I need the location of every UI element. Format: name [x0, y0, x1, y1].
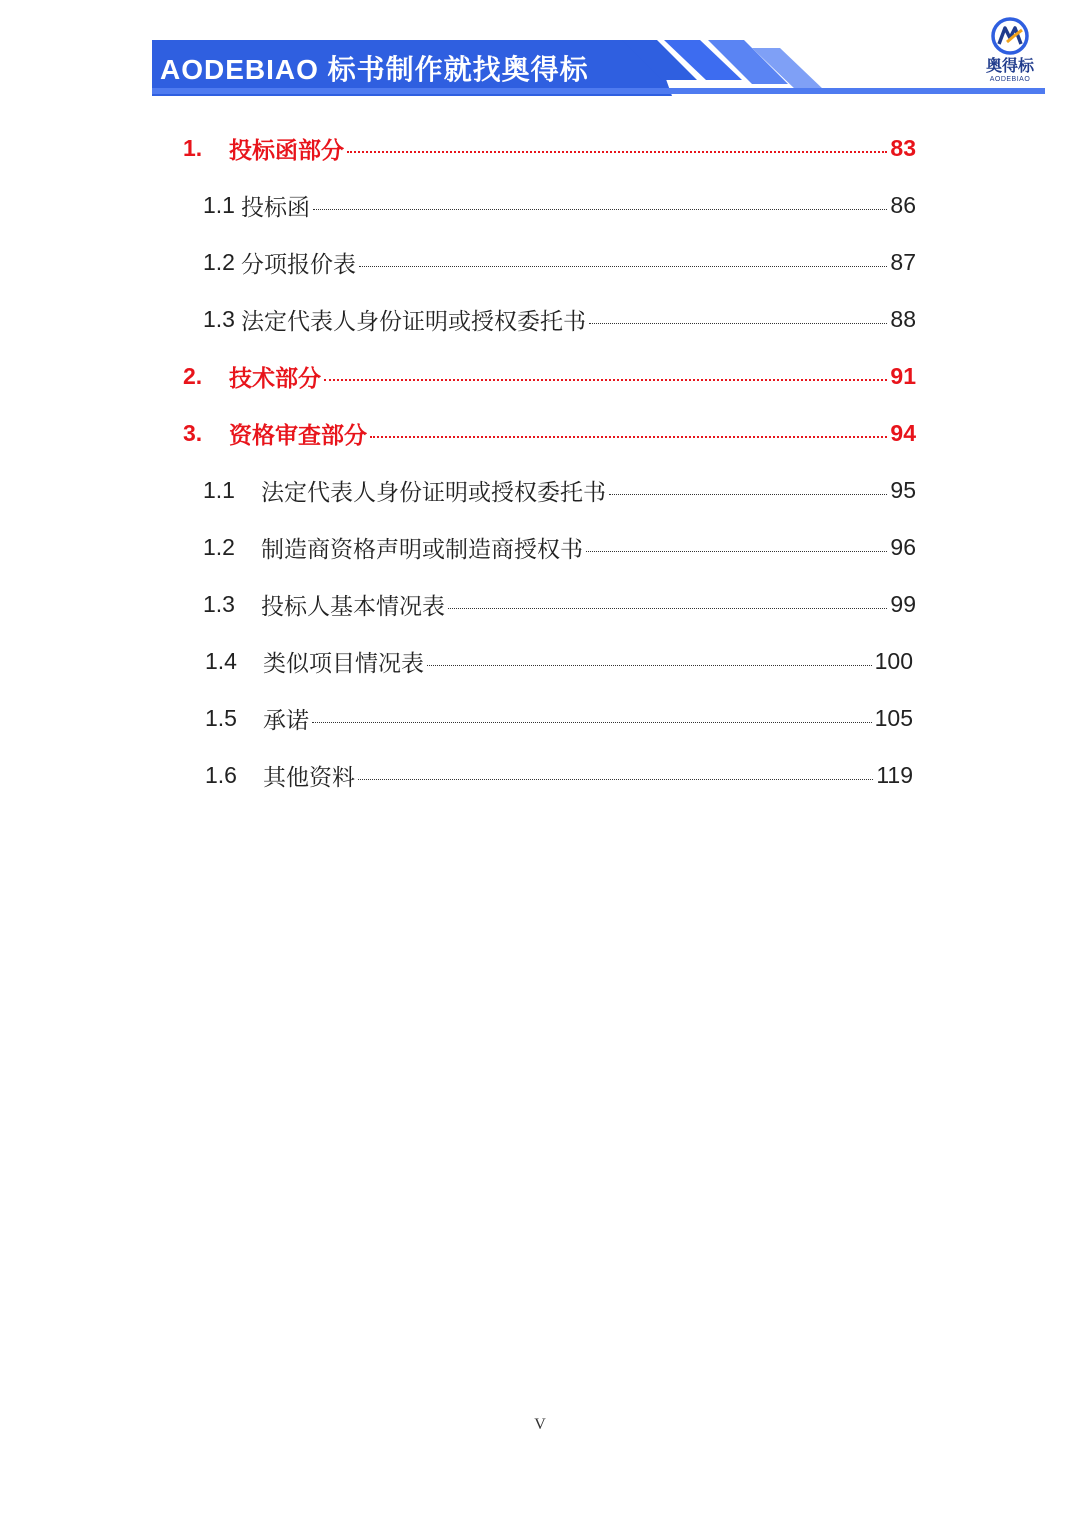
toc-entry-title: 法定代表人身份证明或授权委托书 — [240, 307, 586, 334]
toc-entry-title: 资格审查部分 — [229, 421, 367, 448]
toc-leader-dots — [609, 494, 887, 495]
toc-entry[interactable] — [205, 698, 913, 738]
toc-entry-title: 承诺 — [263, 706, 309, 733]
toc-leader-dots — [586, 551, 887, 552]
toc-entry-page: 100 — [874, 647, 913, 674]
toc-entry[interactable] — [205, 755, 913, 795]
toc-entry-page: 95 — [890, 476, 916, 503]
toc-entry-number: 1.6 — [205, 761, 237, 788]
toc-entry-number: 1.4 — [205, 647, 237, 674]
toc-entry-page: 83 — [890, 134, 916, 161]
toc-entry-number: 1.2 — [203, 248, 235, 275]
toc-leader-dots — [427, 665, 872, 666]
toc-entry-number: 1.5 — [205, 704, 237, 731]
logo-mark-icon — [990, 16, 1030, 56]
logo-brand-text: 奥得标 — [985, 58, 1034, 75]
toc-entry-title: 类似项目情况表 — [263, 649, 424, 676]
toc-leader-dots — [359, 266, 887, 267]
toc-entry-number: 1. — [183, 134, 203, 161]
toc-entry-title: 技术部分 — [229, 364, 321, 391]
toc-entry-page: 105 — [874, 704, 913, 731]
page-number: V — [534, 1416, 546, 1433]
toc-entry-title: 投标人基本情况表 — [261, 592, 445, 619]
toc-entry[interactable] — [183, 128, 916, 168]
toc-entry[interactable] — [203, 470, 916, 510]
toc-entry-page: 86 — [890, 191, 916, 218]
toc-entry-number: 3. — [183, 419, 203, 446]
logo-sub-text: AODEBIAO — [989, 76, 1031, 83]
toc-entry-number: 2. — [183, 362, 203, 389]
toc-entry-title: 分项报价表 — [240, 250, 356, 277]
toc-leader-dots — [313, 209, 887, 210]
toc-entry[interactable] — [205, 641, 913, 681]
toc-entry[interactable] — [203, 242, 916, 282]
toc-entry-title: 其他资料 — [263, 763, 355, 790]
toc-entry-page: 99 — [890, 590, 916, 617]
toc-leader-dots — [358, 779, 873, 780]
toc-leader-dots — [370, 436, 887, 438]
toc-entry-number: 1.3 — [203, 590, 235, 617]
toc-leader-dots — [312, 722, 872, 723]
header-banner — [152, 40, 1045, 96]
toc-entry-number: 1.1 — [203, 191, 235, 218]
company-logo — [980, 14, 1040, 86]
toc-entry-title: 制造商资格声明或制造商授权书 — [261, 535, 583, 562]
toc-entry-page: 88 — [890, 305, 916, 332]
toc-entry-page: 96 — [890, 533, 916, 560]
toc-entry-title: 法定代表人身份证明或授权委托书 — [261, 478, 606, 505]
toc-entry-number: 1.3 — [203, 305, 235, 332]
toc-entry-page: 91 — [890, 362, 916, 389]
toc-entry[interactable] — [203, 185, 916, 225]
toc-entry[interactable] — [183, 356, 916, 396]
toc-entry-number: 1.1 — [203, 476, 235, 503]
toc-leader-dots — [347, 151, 887, 153]
toc-entry-page: 94 — [890, 419, 916, 446]
toc-entry-title: 投标函 — [240, 193, 310, 220]
toc-entry[interactable] — [203, 584, 916, 624]
toc-entry-page: 119 — [876, 761, 913, 788]
toc-leader-dots — [448, 608, 887, 609]
banner-title: AODEBIAO 标书制作就找奥得标 — [160, 54, 589, 85]
toc-entry[interactable] — [203, 299, 916, 339]
toc-leader-dots — [324, 379, 887, 381]
toc-entry-title: 投标函部分 — [229, 136, 344, 163]
toc-entry[interactable] — [183, 413, 916, 453]
toc-entry-number: 1.2 — [203, 533, 235, 560]
toc-entry-page: 87 — [890, 248, 916, 275]
toc-entry[interactable] — [203, 527, 916, 567]
toc-leader-dots — [589, 323, 887, 324]
